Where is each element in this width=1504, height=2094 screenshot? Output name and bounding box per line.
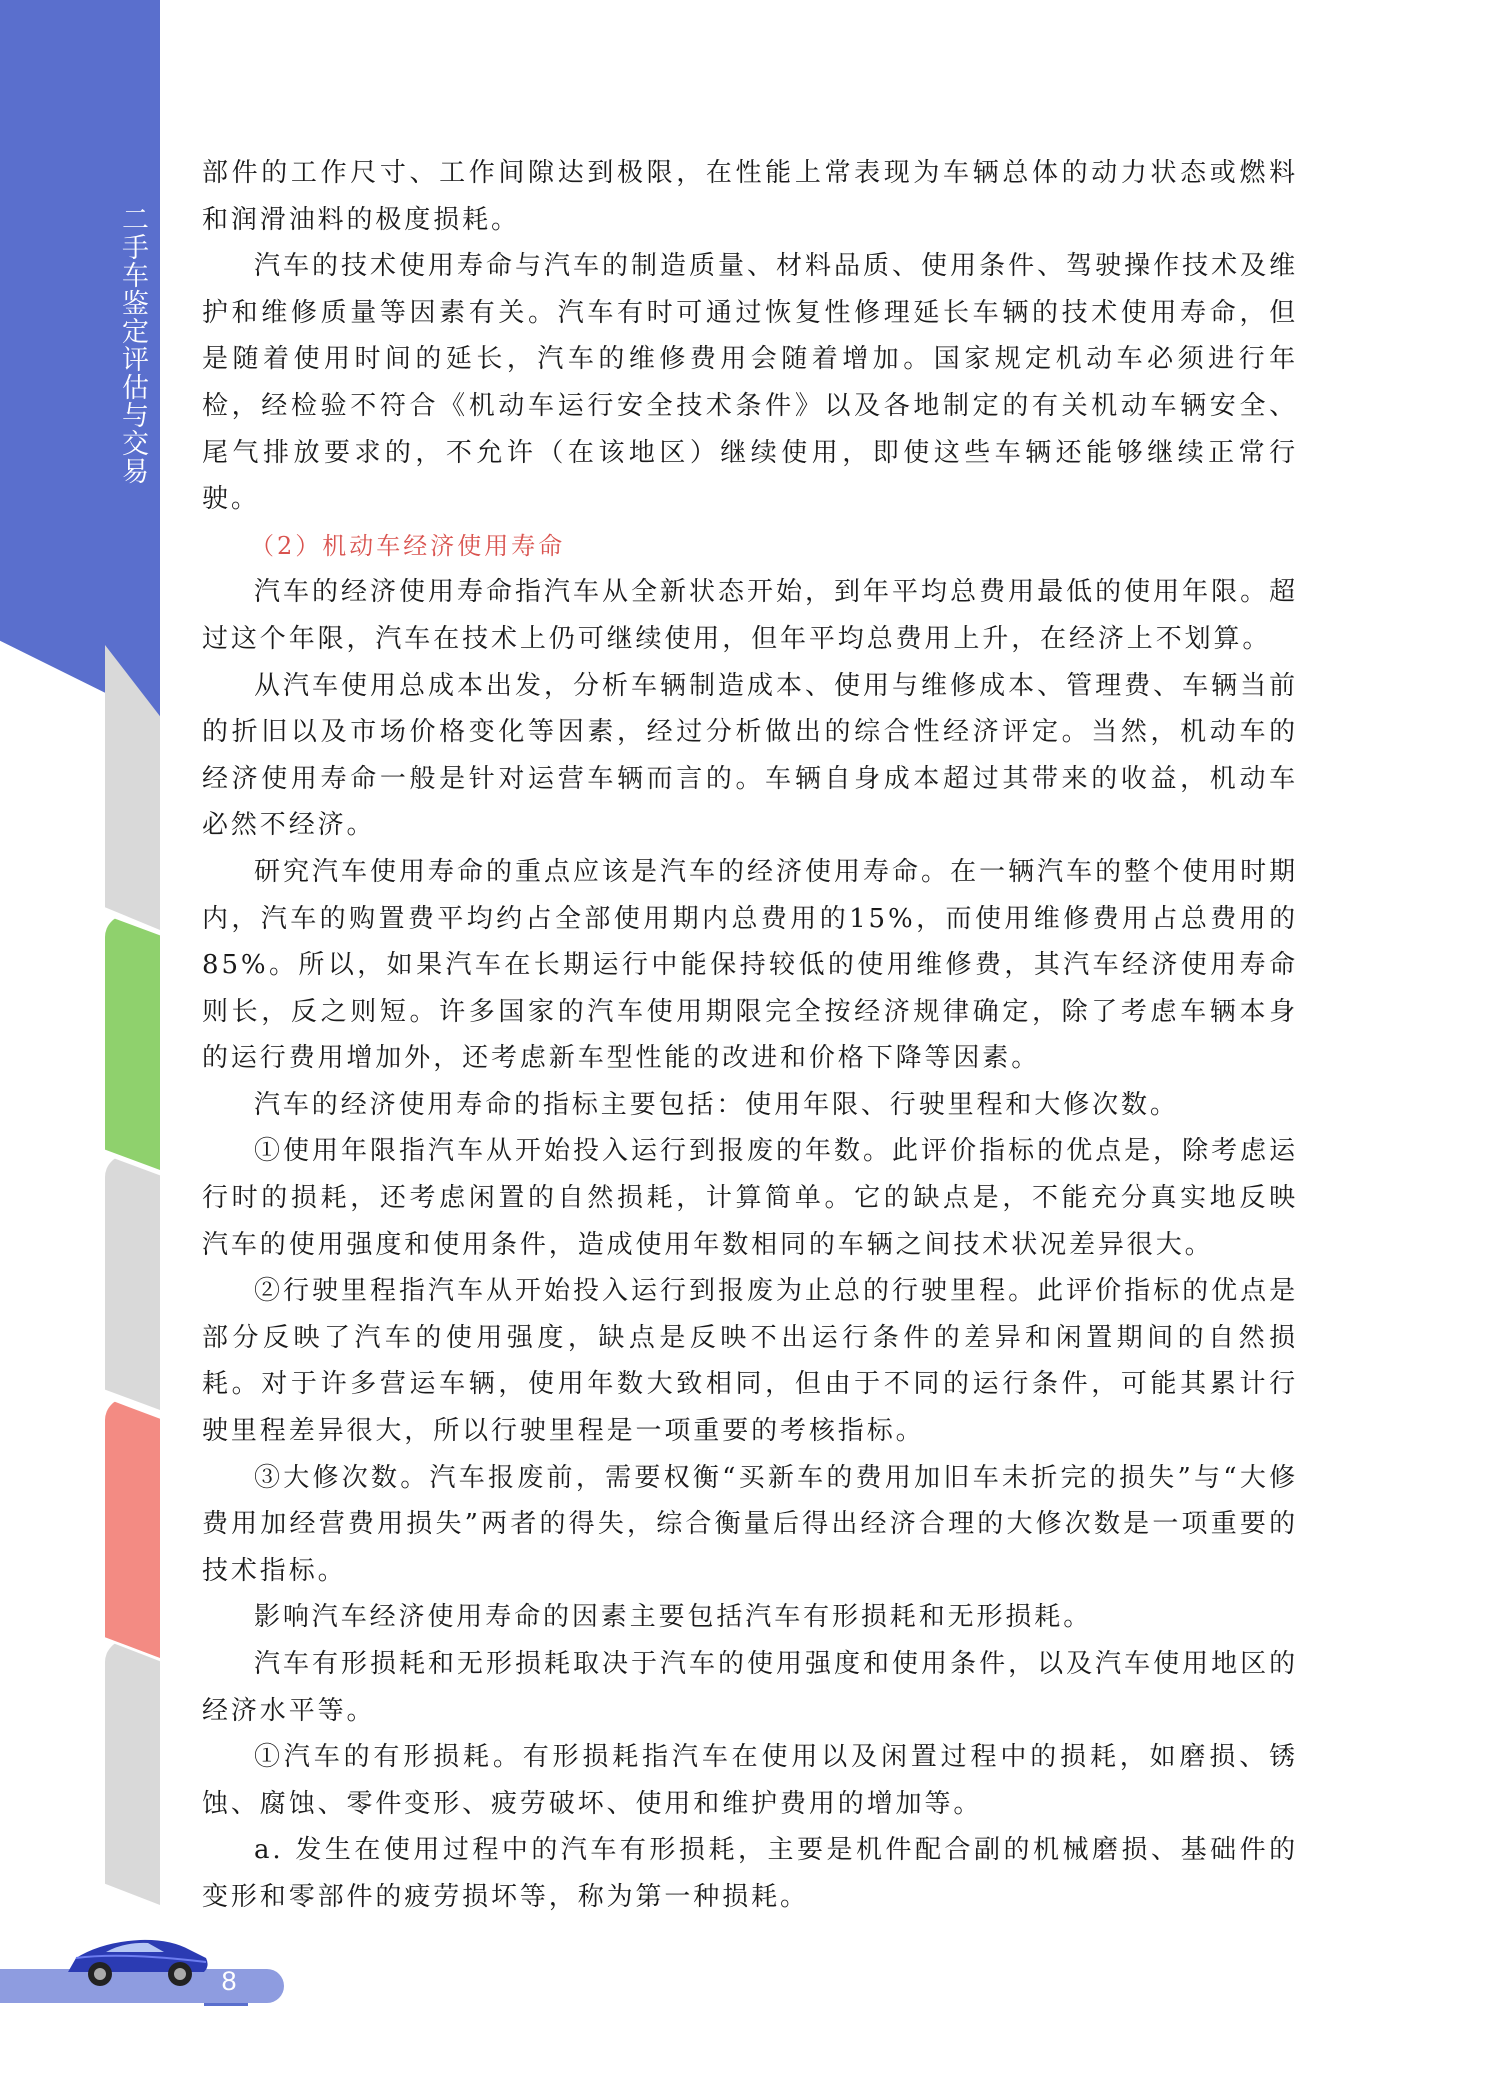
page-body bbox=[202, 150, 1298, 1921]
paragraph: 研究汽车使用寿命的重点应该是汽车的经济使用寿命。在一辆汽车的整个使用时期内，汽车的购置费平均约占全部使用期内总费用的15%，而使用维修费用占总费用的85%。所以，如果汽车在长期运行中能保持较低的使用维修费，其汽车经济使用寿命则长，反之则短。许多国家的汽车使用期限完全按经济规律确定，除了考虑车辆本身的运行费用增加外，还考虑新车型性能的改进和价格下降等因素。 bbox=[202, 856, 1298, 1074]
paragraph: ①使用年限指汽车从开始投入运行到报废的年数。此评价指标的优点是，除考虑运行时的损耗，还考虑闲置的自然损耗，计算简单。它的缺点是，不能充分真实地反映汽车的使用强度和使用条件，造成使用年数相同的车辆之间技术状况差异很大。 bbox=[202, 1136, 1298, 1260]
car-icon bbox=[62, 1922, 212, 1992]
paragraph: 部件的工作尺寸、工作间隙达到极限，在性能上常表现为车辆总体的动力状态或燃料和润滑油料的极度损耗。 bbox=[202, 158, 1298, 235]
chapter-tab-gray bbox=[105, 1155, 160, 1410]
paragraph: 汽车的技术使用寿命与汽车的制造质量、材料品质、使用条件、驾驶操作技术及维护和维修质量等因素有关。汽车有时可通过恢复性修理延长车辆的技术使用寿命，但是随着使用时间的延长，汽车的维修费用会随着增加。国家规定机动车必须进行年检，经检验不符合《机动车运行安全技术条件》以及各地制定的有关机动车辆安全、尾气排放要求的，不允许（在该地区）继续使用，即使这些车辆还能够继续正常行驶。 bbox=[202, 251, 1298, 515]
section-subheading: （2）机动车经济使用寿命 bbox=[250, 531, 566, 560]
paragraph: ③大修次数。汽车报废前，需要权衡“买新车的费用加旧车未折完的损失”与“大修费用加经营费用损失”两者的得失，综合衡量后得出经济合理的大修次数是一项重要的技术指标。 bbox=[202, 1462, 1298, 1586]
chapter-tab-gray bbox=[105, 1640, 160, 1905]
paragraph: ②行驶里程指汽车从开始投入运行到报废为止总的行驶里程。此评价指标的优点是部分反映了汽车的使用强度，缺点是反映不出运行条件的差异和闲置期间的自然损耗。对于许多营运车辆，使用年数大致相同，但由于不同的运行条件，可能其累计行驶里程差异很大，所以行驶里程是一项重要的考核指标。 bbox=[202, 1276, 1298, 1447]
chapter-tab-green bbox=[105, 915, 160, 1170]
page-number: 8 bbox=[221, 1966, 237, 1996]
paragraph: ①汽车的有形损耗。有形损耗指汽车在使用以及闲置过程中的损耗，如磨损、锈蚀、腐蚀、零件变形、疲劳破坏、使用和维护费用的增加等。 bbox=[202, 1742, 1298, 1819]
paragraph: a. 发生在使用过程中的汽车有形损耗，主要是机件配合副的机械磨损、基础件的变形和零部件的疲劳损坏等，称为第一种损耗。 bbox=[202, 1835, 1298, 1912]
paragraph: 汽车有形损耗和无形损耗取决于汽车的使用强度和使用条件，以及汽车使用地区的经济水平等。 bbox=[202, 1649, 1298, 1726]
paragraph: 汽车的经济使用寿命的指标主要包括：使用年限、行驶里程和大修次数。 bbox=[254, 1089, 1179, 1120]
paragraph: 汽车的经济使用寿命指汽车从全新状态开始，到年平均总费用最低的使用年限。超过这个年限，汽车在技术上仍可继续使用，但年平均总费用上升，在经济上不划算。 bbox=[202, 577, 1298, 654]
book-title: 二手车鉴定评估与交易 bbox=[117, 205, 148, 485]
paragraph: 从汽车使用总成本出发，分析车辆制造成本、使用与维修成本、管理费、车辆当前的折旧以及市场价格变化等因素，经过分析做出的综合性经济评定。当然，机动车的经济使用寿命一般是针对运营车辆而言的。车辆自身成本超过其带来的收益，机动车必然不经济。 bbox=[202, 670, 1298, 841]
page-number-underline bbox=[204, 2003, 248, 2006]
paragraph: 影响汽车经济使用寿命的因素主要包括汽车有形损耗和无形损耗。 bbox=[254, 1602, 1093, 1633]
chapter-tab-red bbox=[105, 1398, 160, 1658]
